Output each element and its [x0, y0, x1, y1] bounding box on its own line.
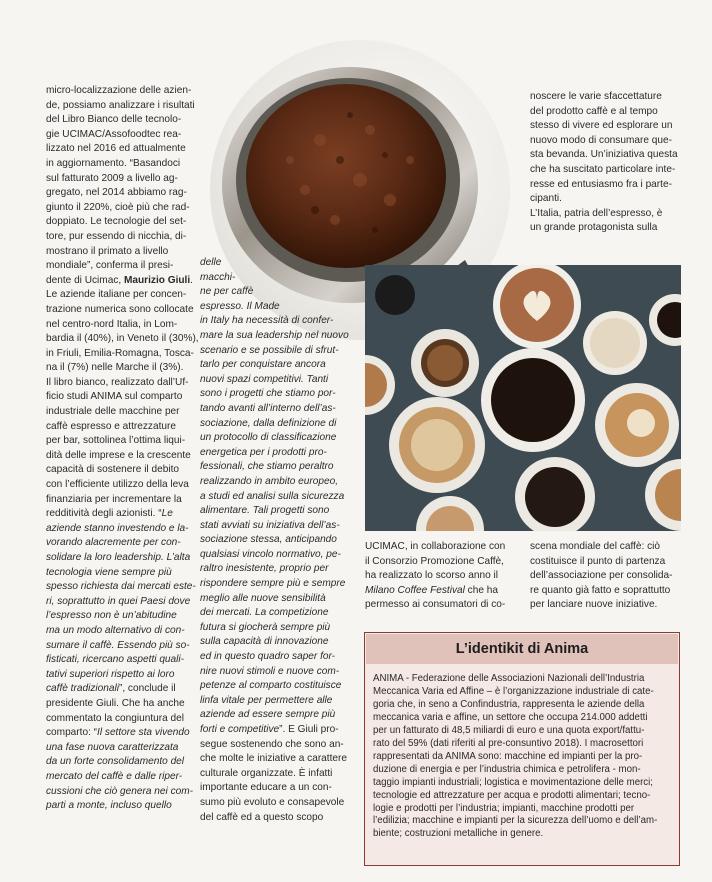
text-line: stesso di vivere ed esplorare un: [530, 120, 673, 132]
text-fragment: comparto: “: [46, 727, 98, 739]
event-name: Milano Coffee Festival: [365, 584, 465, 596]
text-line: [46, 726, 202, 741]
text-line: L’Italia, patria dell’espresso, è: [530, 207, 663, 219]
quote-line: energetica per i prodotti pro-: [200, 446, 327, 458]
box-line: l’edilizia; macchine e impianti per la sicurezza dell’uomo e dell’am-: [373, 815, 658, 827]
quote-line: meglio alle nuove sensibilità: [200, 592, 326, 604]
text-line: Le aziende italiane per concen-: [46, 289, 187, 301]
text-line: giunto il 220%, cioè più che rad-: [46, 201, 190, 213]
text-line: UCIMAC, in collaborazione con: [365, 541, 506, 552]
quote-line: tarlo per conquistare ancora: [200, 359, 326, 371]
text-line: lizzato nel 2016 ed attualmente: [46, 143, 186, 155]
text-line: commentato la congiuntura del: [46, 712, 185, 724]
text-line: dell’associazione per consolida-: [530, 570, 673, 582]
text-line: caffè espresso e attrezzature: [46, 420, 176, 432]
text-line: sumo più evoluto e consapevole: [200, 796, 345, 808]
quote-line: aziende stanno investendo e la-: [46, 522, 189, 534]
quote-line: raltro inesistente, proprio per: [200, 563, 329, 575]
box-line: duzione di energia e per l’industria chimica e petrolifera - mon-: [373, 763, 641, 775]
quote-line: espresso. Il Made: [200, 300, 280, 312]
quote-line: linfa vitale per permettere alle: [200, 694, 333, 706]
text-line: mostrano il primato a livello: [46, 245, 169, 257]
coffee-cups-photo: [365, 265, 681, 531]
quote-line: aziende ad essere sempre più: [200, 709, 336, 721]
text-line: resse ed entusiasmo fra i parte-: [530, 178, 672, 190]
text-fragment: ”. E Giuli pro-: [279, 724, 339, 735]
text-line: gregato, nel 2014 abbiamo rag-: [46, 187, 187, 199]
text-line: in aggiornamento. “Basandoci: [46, 157, 181, 169]
quote-line: qualsiasi vincolo normativo, pe-: [200, 548, 341, 560]
text-line: segue sostenendo che sono an-: [200, 738, 344, 750]
text-line: sul fatturato 2009 a livello ag-: [46, 172, 178, 184]
quote-line: sumare il caffè. Essendo più so-: [46, 639, 190, 651]
box-body: [373, 673, 671, 841]
article-column-1: [46, 84, 202, 814]
quote-line: spesso richiesta dai mercati este-: [46, 581, 196, 593]
text-line: cipanti.: [530, 193, 562, 205]
text-line: nuovo modo di consumare que-: [530, 134, 672, 146]
quote-line: sulla capacità di innovazione: [200, 636, 329, 648]
quote-line: macchi-: [200, 271, 236, 283]
box-title: L’identikit di Anima: [366, 634, 678, 664]
text-line: ficio studi ANIMA sul comparto: [46, 391, 183, 403]
box-line: taggio impianti industriali; logistica e movimentazione delle merci;: [373, 776, 653, 788]
text-line: micro-localizzazione delle azien-: [46, 85, 192, 96]
text-line: re quanto già fatto e soprattutto: [530, 584, 671, 596]
text-line: dità delle imprese e la crescente: [46, 449, 191, 461]
text-fragment: dente di Ucimac,: [46, 274, 124, 286]
quote-line: stati avviati su iniziativa dell’as-: [200, 519, 340, 531]
text-fragment: .: [190, 274, 193, 286]
box-line: per un fatturato di 48,5 miliardi di euro e una quota export/fattu-: [373, 724, 645, 736]
text-line: gie UCIMAC/Assofoodtec rea-: [46, 128, 182, 140]
quote-line: un protocollo di classificazione: [200, 432, 337, 444]
article-column-2: [200, 256, 358, 825]
quote-line: scenario e se possibile di sfrut-: [200, 344, 339, 356]
box-line: meccanica varia e affine, un settore che occupa 214.000 addetti: [373, 711, 648, 723]
quote-fragment: Le: [161, 508, 173, 520]
quote-line: tativi superiori rispetto ai loro: [46, 668, 175, 680]
text-line: [46, 274, 202, 289]
box-line: logie e prodotti per l’industria; impianti, macchine prodotti per: [373, 802, 635, 814]
quote-line: mare la sua leadership nel nuovo: [200, 329, 349, 341]
text-line: noscere le varie sfaccettature: [530, 91, 662, 102]
text-line: in Friuli, Emilia-Romagna, Tosca-: [46, 347, 194, 359]
text-line: scena mondiale del caffè: ciò: [530, 541, 660, 552]
text-line: del caffè ed a questo scopo: [200, 811, 324, 823]
quote-line: l’espresso non è un’abitudine: [46, 610, 177, 622]
text-line: importante educare a un con-: [200, 782, 332, 794]
text-line: con l’efficiente utilizzo della leva: [46, 479, 189, 491]
quote-line: dei mercati. La competizione: [200, 607, 329, 619]
text-line: che ha suscitato particolare inte-: [530, 163, 676, 175]
text-fragment: ”, conclude il: [118, 683, 176, 695]
text-line: costituisce il punto di partenza: [530, 555, 666, 567]
quote-line: parti a monte, incluso quello: [46, 800, 172, 812]
quote-line: rispondere sempre più e sempre: [200, 578, 346, 590]
quote-line: ne per caffè: [200, 286, 254, 298]
box-line: rato del 59% (dati riferiti al pre-consuntivo 2018). I macrosettori: [373, 737, 644, 749]
text-line: che molte le iniziative a carattere: [200, 753, 347, 765]
text-line: ha realizzato lo scorso anno il: [365, 570, 498, 582]
text-line: doppiato. Le tecnologie del set-: [46, 216, 187, 228]
quote-line: petenze al comparto costituisce: [200, 680, 342, 692]
quote-line: ed in questo quadro saper for-: [200, 651, 336, 663]
quote-line: sociazione stessa, anticipando: [200, 534, 337, 546]
text-line: na il (7%) nelle Marche il (3%).: [46, 362, 184, 374]
quote-fragment: forti e competitive: [200, 724, 280, 735]
text-line: [46, 682, 202, 697]
quote-line: futura si giocherà sempre più: [200, 621, 331, 633]
text-line: del prodotto caffè e al tempo: [530, 105, 658, 117]
text-line: il Consorzio Promozione Caffè,: [365, 555, 504, 567]
text-line: mondiale”, conferma il presi-: [46, 260, 174, 272]
article-column-5: [530, 540, 680, 613]
quote-line: fessionali, che stiamo peraltro: [200, 461, 334, 473]
quote-line: in Italy ha necessità di confer-: [200, 315, 334, 327]
text-line: industriale delle macchine per: [46, 406, 180, 418]
article-column-3: [530, 90, 680, 236]
quote-line: alimentare. Tali progetti sono: [200, 505, 330, 517]
text-line: sta bevanda. Un’iniziativa questa: [530, 149, 678, 161]
quote-line: vorando alacremente per con-: [46, 537, 181, 549]
box-line: tecnologie ed attrezzature per acqua e prodotti alimentari; tecno-: [373, 789, 651, 801]
box-line: goria che, in seno a Confindustria, rappresenta le aziende della: [373, 698, 645, 710]
quote-line: fisticati, ricercano aspetti quali-: [46, 654, 185, 666]
text-line: culturale organizzate. È infatti: [200, 767, 333, 779]
quote-line: una fase nuova caratterizzata: [46, 741, 179, 753]
text-line: trazione numerica sono collocate: [46, 303, 194, 315]
box-line: biente; costruzioni metalliche in genere.: [373, 828, 544, 840]
president-name: Maurizio Giuli: [123, 274, 191, 286]
text-line: capacità di sostenere il debito: [46, 464, 179, 476]
article-column-4: [365, 540, 519, 613]
box-line: Meccanica Varia ed Affine – è l’organizzazione industriale di cate-: [373, 685, 654, 697]
text-line: per lanciare nuove iniziative.: [530, 599, 658, 611]
text-line: finanziaria per incrementare la: [46, 493, 182, 505]
text-line: nel centro-nord Italia, in Lom-: [46, 318, 178, 330]
box-line: rappresentati da ANIMA sono: macchine ed impianti per la pro-: [373, 750, 643, 762]
quote-line: ri, soprattutto in quei Paesi dove: [46, 595, 191, 607]
quote-line: ma un modo alternativo di con-: [46, 624, 185, 636]
text-line: permesso ai consumatori di co-: [365, 599, 506, 611]
text-fragment: che ha: [464, 584, 498, 596]
identikit-sidebar-box: [364, 632, 680, 866]
quote-line: delle: [200, 257, 222, 268]
text-line: [365, 584, 519, 599]
text-line: un grande protagonista sulla: [530, 222, 658, 234]
text-line: Il libro bianco, realizzato dall’Uf-: [46, 376, 189, 388]
box-line: ANIMA - Federazione delle Associazioni Nazionali dell’Industria: [373, 673, 645, 684]
quote-fragment: Il settore sta vivendo: [97, 727, 190, 739]
coffee-cups-illustration: [365, 265, 681, 531]
quote-line: tecnologia viene sempre più: [46, 566, 172, 578]
quote-line: nuovi spazi competitivi. Tanti: [200, 373, 329, 385]
quote-line: sono i progetti che stiamo por-: [200, 388, 336, 400]
quote-line: cussioni che ciò genera nei com-: [46, 785, 193, 797]
quote-line: realizzando in ambito europeo,: [200, 475, 339, 487]
quote-line: sociazione, dalla definizione di: [200, 417, 337, 429]
text-line: presidente Giuli. Che ha anche: [46, 697, 185, 709]
quote-fragment: caffè tradizionali: [46, 683, 119, 695]
text-line: del Libro Bianco delle tecnolo-: [46, 114, 182, 126]
text-line: de, possiamo analizzare i risultati: [46, 99, 195, 111]
text-line: per bar, sottolinea l’ottima liqui-: [46, 435, 186, 447]
quote-line: da un forte consolidamento del: [46, 756, 185, 768]
text-line: [46, 507, 202, 522]
text-fragment: redditività degli azionisti. “: [46, 508, 162, 520]
quote-line: mercato del caffè e dalle riper-: [46, 770, 183, 782]
text-line: [200, 723, 358, 738]
quote-line: solidare la loro leadership. L’alta: [46, 552, 191, 563]
quote-line: a studi ed analisi sulla sicurezza: [200, 490, 345, 502]
quote-line: tando avanti all’interno dell’as-: [200, 402, 336, 414]
quote-line: nire nuovi stimoli e nuove com-: [200, 665, 340, 677]
text-line: bardia il (40%), in Veneto il (30%),: [46, 333, 199, 345]
text-line: tore, pur essendo di nicchia, di-: [46, 230, 187, 242]
